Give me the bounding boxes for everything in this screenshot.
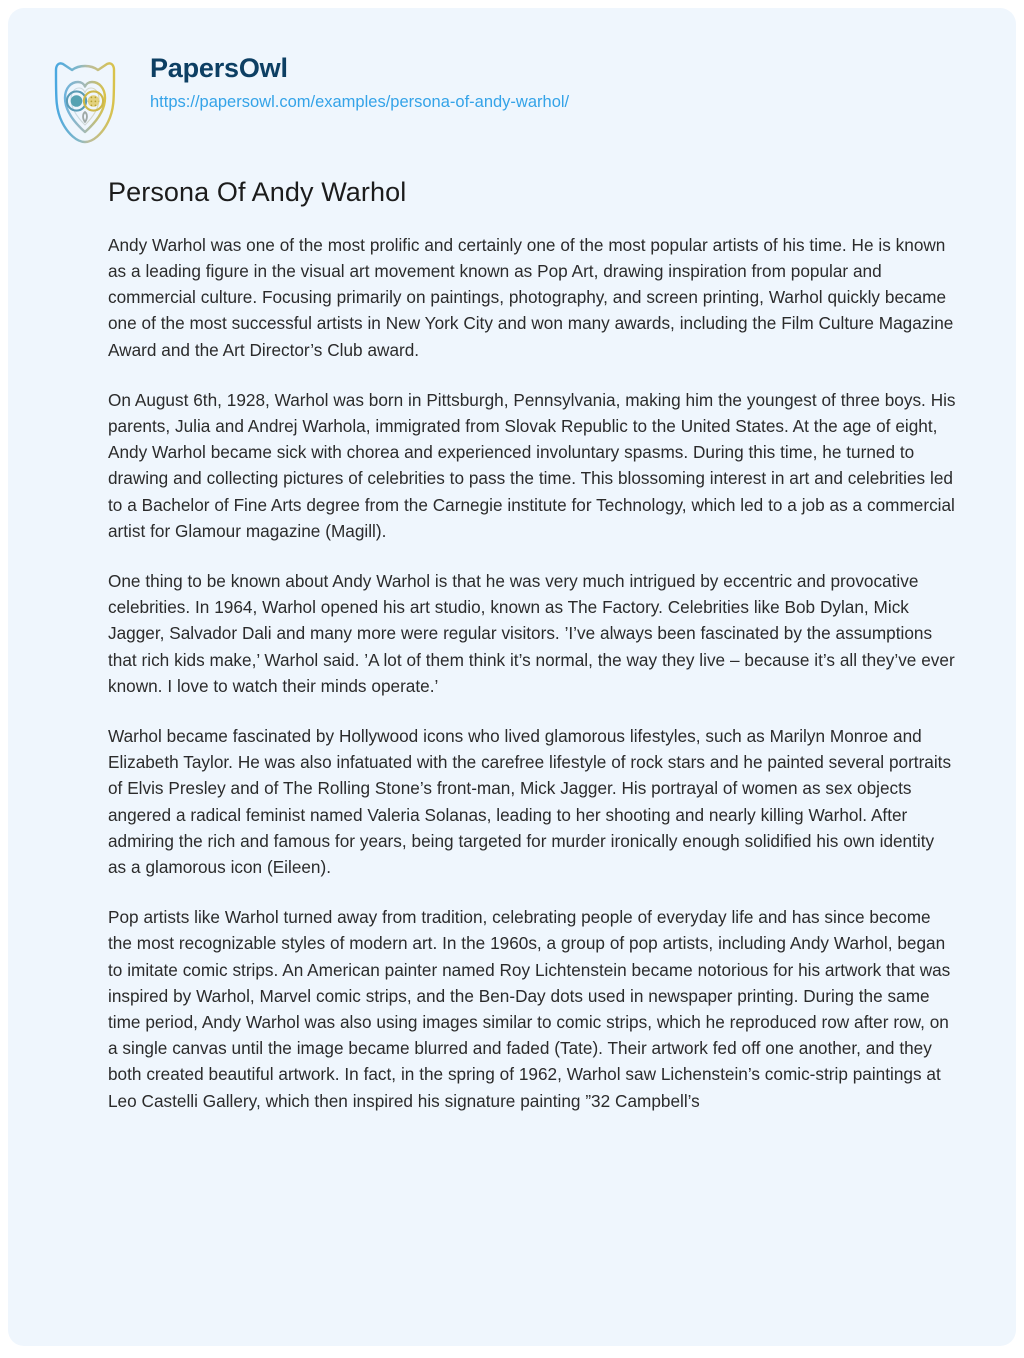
document-card xyxy=(8,8,1016,1346)
brand-text-block xyxy=(150,52,569,113)
page-title: Persona Of Andy Warhol xyxy=(108,177,407,207)
article-paragraph: On August 6th, 1928, Warhol was born in Pittsburgh, Pennsylvania, making him the youngest of three boys. His parents, Julia and Andrej Warhola, immigrated from Slovak Republic to the United States. At the age of eight, Andy Warhol became sick with chorea and experienced involuntary spasms. During this time, he turned to drawing and collecting pictures of celebrities to pass the time. This blossoming interest in art and celebrities led to a Bachelor of Fine Arts degree from the Carnegie institute for Technology, which led to a job as a commercial artist for Glamour magazine (Magill). xyxy=(108,389,956,541)
article-paragraph: One thing to be known about Andy Warhol is that he was very much intrigued by eccentric and provocative celebrities. In 1964, Warhol opened his art studio, known as The Factory. Celebrities like Bob Dylan, Mick Jagger, Salvador Dali and many more were regular visitors. ’I’ve always been fascinated by the assumptions that rich kids make,’ Warhol said. ’A lot of them think it’s normal, the way they live – because it’s all they’ve ever known. I love to watch their minds operate.’ xyxy=(108,570,955,696)
article xyxy=(108,176,956,1114)
papersowl-owl-logo xyxy=(46,52,124,148)
article-paragraph: Pop artists like Warhol turned away from tradition, celebrating people of everyday life and has since become the most recognizable styles of modern art. In the 1960s, a group of pop artists, including Andy Warhol, began to imitate comic strips. An American painter named Roy Lichtenstein became notorious for his artwork that was inspired by Warhol, Marvel comic strips, and the Ben-Day dots used in newspaper printing. During the same time period, Andy Warhol was also using images similar to comic strips, which he reproduced row after row, on a single canvas until the image became blurred and faded (Tate). Their artwork fed off one another, and they both created beautiful artwork. In fact, in the spring of 1962, Warhol saw Lichenstein’s comic-strip paintings at Leo Castelli Gallery, which then inspired his signature painting ”32 Campbell’s xyxy=(108,907,951,1111)
brand-header xyxy=(46,52,569,148)
article-paragraph: Warhol became fascinated by Hollywood icons who lived glamorous lifestyles, such as Marilyn Monroe and Elizabeth Taylor. He was also infatuated with the carefree lifestyle of rock stars and he painted several portraits of Elvis Presley and of The Rolling Stone’s front-man, Mick Jagger. His portrayal of women as sex objects angered a radical feminist named Valeria Solanas, leading to her shooting and nearly killing Warhol. After admiring the rich and famous for years, being targeted for murder ironically enough solidified his own identity as a glamorous icon (Eileen). xyxy=(108,726,952,878)
source-url-link[interactable]: https://papersowl.com/examples/persona-of-andy-warhol/ xyxy=(150,93,570,112)
brand-name: PapersOwl xyxy=(150,53,288,83)
article-body xyxy=(108,232,956,1114)
article-paragraph: Andy Warhol was one of the most prolific and certainly one of the most popular artists of his time. He is known as a leading figure in the visual art movement known as Pop Art, drawing inspiration from popular and commercial culture. Focusing primarily on paintings, photography, and screen printing, Warhol quickly became one of the most successful artists in New York City and won many awards, including the Film Culture Magazine Award and the Art Director’s Club award. xyxy=(108,234,954,360)
